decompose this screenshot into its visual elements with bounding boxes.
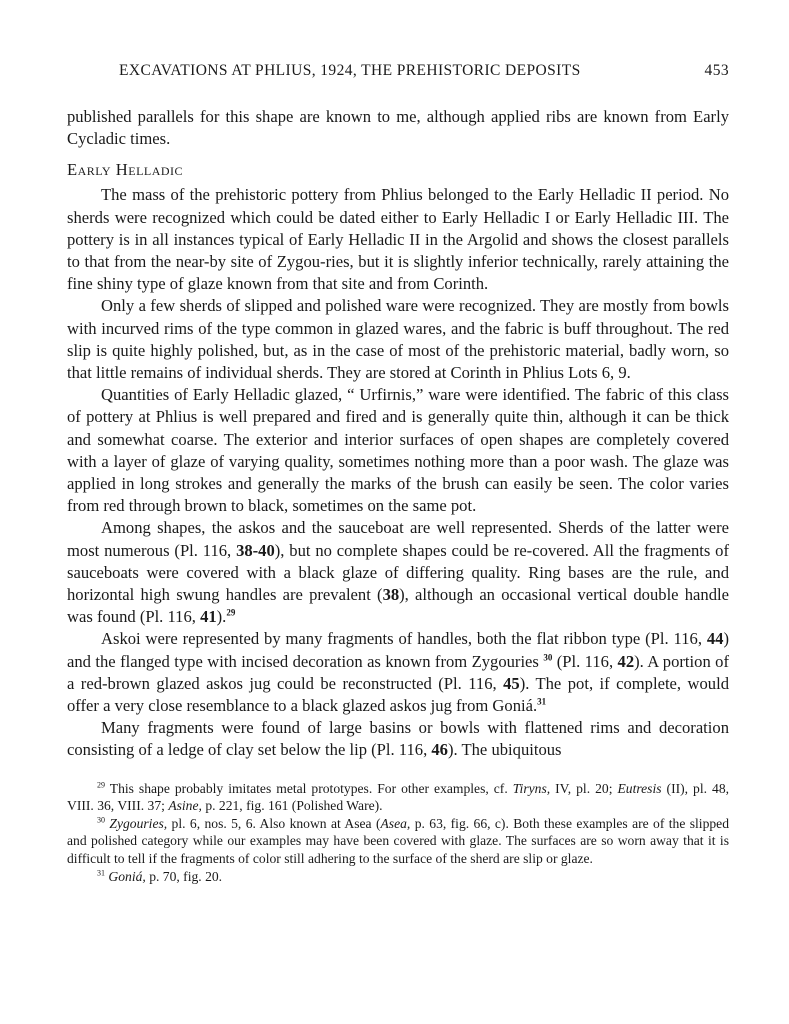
footnote-number: 31 [97, 868, 105, 878]
footnote-number: 29 [97, 780, 105, 790]
running-head [67, 62, 729, 86]
plate-reference: 38-40 [236, 540, 275, 560]
footnote-ref-29[interactable]: 29 [226, 607, 236, 618]
footnote-text: (II), pl. 48, VIII. 36, VIII. 37; [67, 780, 730, 814]
plate-reference: 46 [431, 740, 448, 760]
footnotes [67, 780, 729, 886]
text-run: Many fragments were found of large basins or bowls with flattened rims and decoration consisting of a ledge of clay set below the lip (Pl. 116, [67, 718, 729, 760]
citation-title: Asea, [380, 815, 411, 831]
footnote-ref-30[interactable]: 30 [543, 652, 553, 663]
paragraph-5 [67, 628, 729, 717]
citation-title: Asine, [168, 798, 202, 814]
paragraph-3: Quantities of Early Helladic glazed, “ Urfirnis,” ware were identified. The fabric of this class of pottery at Phlius is well prepared and fired and is generally quite thin, although it can be thick and somewhat coarse. The exterior and interior surfaces of open shapes are completely covered with a layer of glaze of varying quality, sometimes nothing more than a poor wash. The glaze was applied in long strokes and generally the marks of the brush can easily be seen. The color varies from red through brown to black, sometimes on the same pot. [67, 385, 729, 516]
paragraph-6 [67, 717, 729, 761]
text-run: Among shapes, the askos and the sauceboat are well represented. Sherds of the latter were most numerous (Pl. 116, [67, 518, 729, 560]
footnote-text: p. 70, fig. 20. [145, 868, 223, 884]
footnote-ref-31[interactable]: 31 [537, 696, 547, 707]
plate-reference: 41 [200, 607, 217, 627]
text-run: ), although an occasional vertical double handle was found (Pl. 116, [67, 585, 729, 627]
opening-paragraph: published parallels for this shape are known to me, although applied ribs are known from Early Cycladic times. [67, 107, 729, 149]
paragraph-4 [67, 517, 729, 628]
citation-title: Eutresis [617, 780, 662, 796]
text-run: ). [216, 607, 227, 627]
footnote-text: p. 63, fig. 66, c). Both these examples are of the slipped and polished category while our examples may have been covered with glaze. The surfaces are so worn away that it is difficult to tell if the fragments of color still adhering to the surface of the sherd are slip or glaze. [67, 815, 729, 867]
citation-title: Zygouries, [109, 815, 168, 831]
text-run: ). A portion of a red-brown glazed askos jug could be reconstructed (Pl. 116, [67, 651, 729, 693]
paragraph-2: Only a few sherds of slipped and polished ware were recognized. They are mostly from bowls with incurved rims of the type common in glazed wares, and the fabric is buff throughout. The red slip is quite highly polished, but, as in the case of most of the prehistoric material, badly worn, so that little remains of individual sherds. They are stored at Corinth in Phlius Lots 6, 9. [67, 296, 729, 383]
running-head-title: EXCAVATIONS AT PHLIUS, 1924, THE PREHISTORIC DEPOSITS [119, 62, 581, 79]
text-run: ). The ubiquitous [447, 740, 562, 760]
body-text [67, 106, 729, 762]
footnote-text: This shape probably imitates metal prototypes. For other examples, cf. [109, 780, 513, 796]
footnote-31 [67, 868, 729, 886]
footnote-text: pl. 6, nos. 5, 6. Also known at Asea ( [167, 815, 381, 831]
page [67, 62, 729, 885]
plate-reference: 42 [617, 651, 635, 671]
text-run: (Pl. 116, [552, 651, 618, 671]
plate-reference: 44 [706, 629, 724, 649]
text-run: ). The pot, if complete, would offer a very close resemblance to a black glazed askos jug from Goniá. [67, 673, 729, 716]
paragraph-1: The mass of the prehistoric pottery from Phlius belonged to the Early Helladic II period. No sherds were recognized which could be dated either to Early Helladic I or Early Helladic III. The pottery is in all instances typical of Early Helladic II in the Argolid and shows the closest parallels to that from the near-by site of Zygou-ries, but it is slightly inferior technically, rarely attaining the fine shiny type of glaze known from that site and from Corinth. [67, 185, 729, 294]
footnote-29 [67, 780, 729, 815]
text-run: ), but no complete shapes could be re-covered. All the fragments of sauceboats were covered with a black glaze of differing quality. Ring bases are the rule, and horizontal high swung handles are prevalent ( [67, 540, 730, 605]
footnote-text: p. 221, fig. 161 (Polished Ware). [201, 798, 383, 814]
page-number: 453 [704, 62, 729, 79]
text-run: Askoi were represented by many fragments of handles, both the flat ribbon type (Pl. 116, [101, 629, 707, 649]
plate-reference: 45 [503, 673, 520, 693]
section-heading: Early Helladic [67, 160, 184, 180]
footnote-number: 30 [97, 815, 105, 825]
citation-title: Tiryns, [512, 780, 551, 796]
text-run: ) and the flanged type with incised decoration as known from Zygouries [67, 629, 729, 671]
plate-reference: 38 [382, 585, 400, 605]
footnote-text: IV, pl. 20; [550, 780, 618, 796]
footnote-30 [67, 815, 729, 868]
citation-title: Goniá, [108, 868, 146, 884]
